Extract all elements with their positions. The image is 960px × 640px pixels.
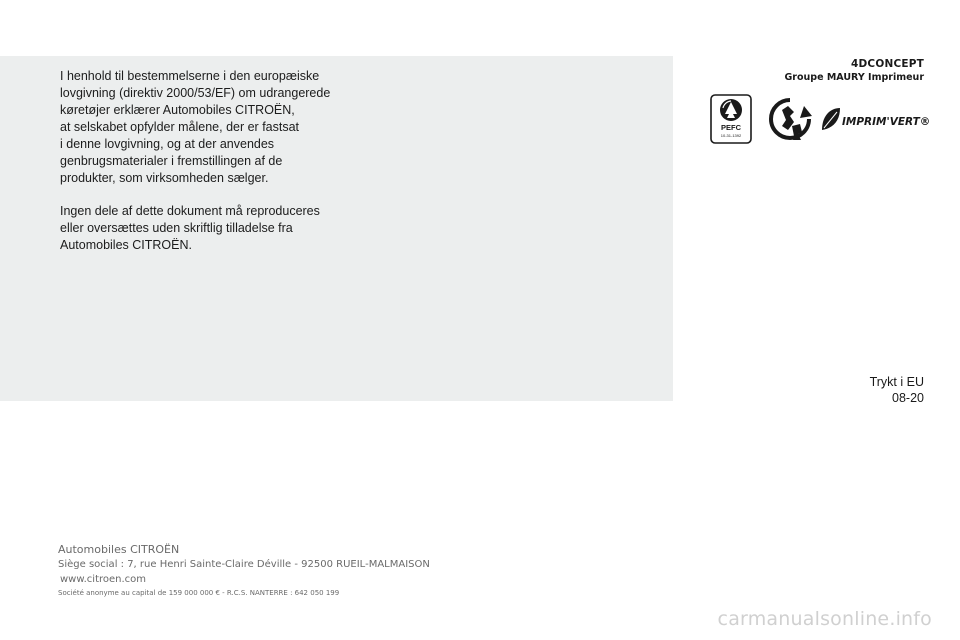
company-website-link[interactable]: www.citroen.com bbox=[60, 574, 147, 585]
legal-paragraph-2 bbox=[60, 203, 360, 254]
imprim-vert-logo-icon bbox=[820, 106, 932, 134]
legal-line: køretøjer erklærer Automobiles CITROËN, bbox=[60, 103, 295, 117]
legal-line: I henhold til bestemmelserne i den europæiske bbox=[60, 69, 320, 83]
legal-line: Ingen dele af dette dokument må reproduceres bbox=[60, 204, 320, 218]
imprim-vert-label: IMPRIM'VERT® bbox=[842, 116, 931, 128]
pefc-label: PEFC bbox=[720, 123, 742, 132]
company-legal: Société anonyme au capital de 159 000 000 € - R.C.S. NANTERRE : 642 050 199 bbox=[58, 589, 340, 597]
legal-line: produkter, som virksomheden sælger. bbox=[60, 171, 269, 185]
printer-info bbox=[785, 57, 925, 85]
legal-line: genbrugsmaterialer i fremstillingen af de bbox=[60, 154, 283, 168]
eco-logos bbox=[708, 94, 932, 146]
printed-info bbox=[870, 374, 924, 406]
legal-line: at selskabet opfylder målene, der er fastsat bbox=[60, 120, 300, 134]
legal-line: i denne lovgivning, og at der anvendes bbox=[60, 137, 275, 151]
pefc-logo-icon bbox=[710, 94, 752, 144]
legal-line: Automobiles CITROËN. bbox=[60, 238, 192, 252]
pefc-code: 10-31-1392 bbox=[720, 133, 742, 138]
printed-date: 08-20 bbox=[892, 391, 924, 405]
legal-line: eller oversættes uden skriftlig tilladelse fra bbox=[60, 221, 293, 235]
printed-country: Trykt i EU bbox=[869, 375, 924, 389]
legal-paragraph-1 bbox=[60, 68, 360, 187]
company-address: Siège social : 7, rue Henri Sainte-Claire Déville - 92500 RUEIL-MALMAISON bbox=[58, 559, 430, 570]
legal-line: lovgivning (direktiv 2000/53/EF) om udrangerede bbox=[60, 86, 331, 100]
printer-name: 4DCONCEPT bbox=[851, 58, 924, 70]
recycle-logo-icon bbox=[766, 96, 814, 142]
company-footer bbox=[58, 542, 430, 599]
company-name: Automobiles CITROËN bbox=[58, 543, 180, 556]
printer-group: Groupe MAURY Imprimeur bbox=[784, 72, 924, 83]
legal-notice bbox=[60, 68, 360, 270]
watermark: carmanualsonline.info bbox=[717, 608, 932, 630]
